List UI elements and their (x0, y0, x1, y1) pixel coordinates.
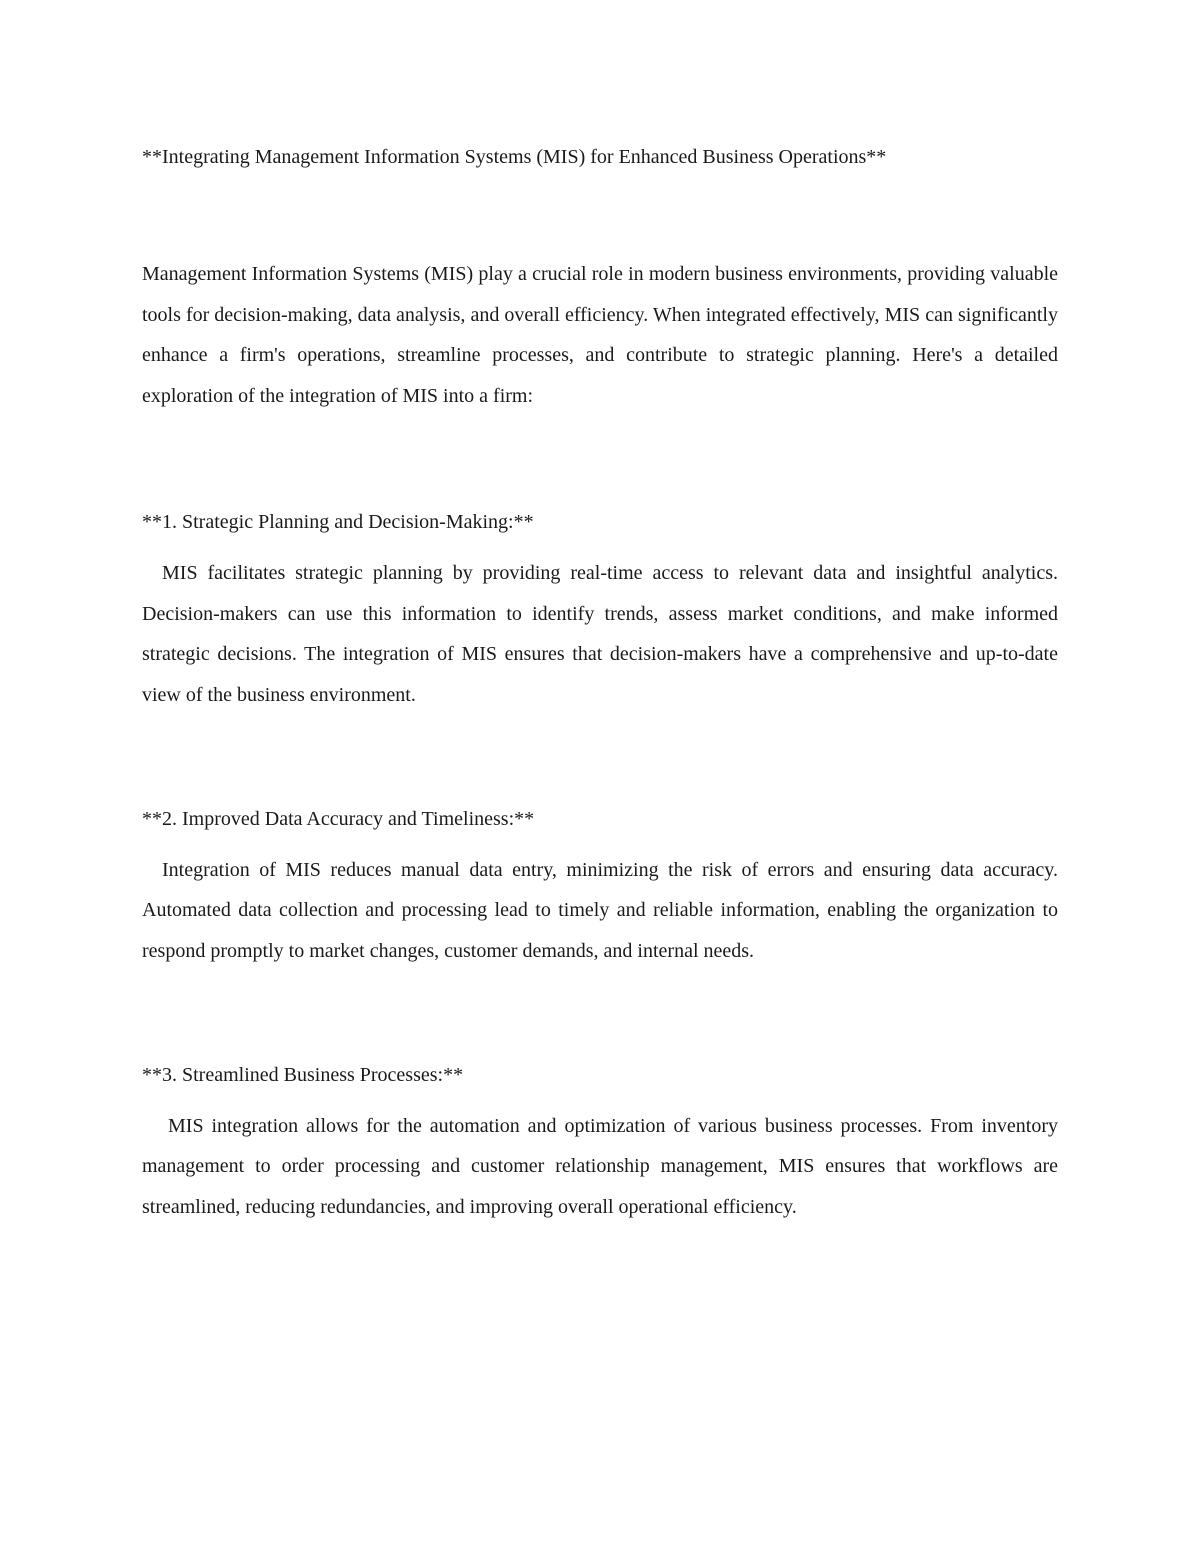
section-heading-2: **2. Improved Data Accuracy and Timeliness:** (142, 807, 535, 830)
document-title: **Integrating Management Information Systems (MIS) for Enhanced Business Operations** (142, 146, 887, 168)
document-content (142, 140, 1058, 1228)
section-heading-1: **1. Strategic Planning and Decision-Making:** (142, 510, 534, 533)
section-body-1: MIS facilitates strategic planning by providing real-time access to relevant data and insightful analytics. Decision-makers can use this information to identify trends, assess market conditions, and make informed strategic decisions. The integration of MIS ensures that decision-makers have a comprehensive and up-to-date view of the business environment. (142, 561, 1058, 706)
section-heading-3: **3. Streamlined Business Processes:** (142, 1063, 464, 1086)
section-body-2: Integration of MIS reduces manual data entry, minimizing the risk of errors and ensuring data accuracy. Automated data collection and processing lead to timely and reliable information, enabling the organization to respond promptly to market changes, customer demands, and internal needs. (142, 858, 1058, 963)
intro-paragraph: Management Information Systems (MIS) play a crucial role in modern business environments, providing valuable tools for decision-making, data analysis, and overall efficiency. When integrated effectively, MIS can significantly enhance a firm's operations, streamline processes, and contribute to strategic planning. Here's a detailed exploration of the integration of MIS into a firm: (142, 263, 1058, 408)
section-body-3: MIS integration allows for the automation and optimization of various business processes. From inventory management to order processing and customer relationship management, MIS ensures that workflows are streamlined, reducing redundancies, and improving overall operational efficiency. (142, 1114, 1058, 1219)
